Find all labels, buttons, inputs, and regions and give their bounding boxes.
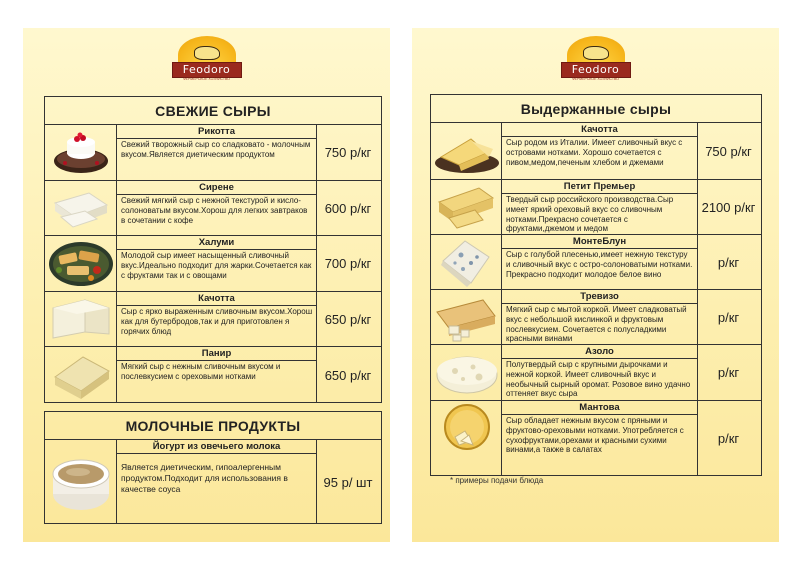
item-price: 2100 р/кг <box>701 199 756 215</box>
item-description-cell <box>502 290 698 344</box>
item-price: р/кг <box>717 309 740 325</box>
item-description: Свежий мягкий сыр с нежной текстурой и кисло-солоноватым вкусом.Хорош для легких завтраков в сочетании с кофе <box>121 196 308 225</box>
item-price: р/кг <box>717 365 740 380</box>
logo-brand-name: Feodoro <box>172 62 242 78</box>
item-price: 750 р/кг <box>324 145 372 160</box>
logo-tagline: ФЕРМЕРСКОЕ ХОЗЯЙСТВО <box>183 77 230 81</box>
item-description-cell <box>117 347 317 403</box>
logo-tagline: ФЕРМЕРСКОЕ ХОЗЯЙСТВО <box>572 77 619 81</box>
item-price: 750 р/кг <box>705 143 752 159</box>
item-description-cell <box>502 180 698 234</box>
caciotta-image <box>45 292 117 346</box>
item-description: Сыр с ярко выраженным сливочным вкусом.Хорош как для бутербродов,так и для приготовлен я горячих блюд <box>121 307 313 336</box>
item-description: Твердый сыр российского производства.Сыр имеет яркий ореховый вкус со сливочным нотками.Прекрасно сочетается с фруктами,джемом и медом <box>506 195 674 234</box>
feodoro-logo <box>172 36 242 88</box>
item-price: 650 р/кг <box>324 367 372 383</box>
treviso-image <box>431 290 502 344</box>
menu-item <box>45 440 381 524</box>
footnote: * примеры подачи блюда <box>450 476 544 485</box>
item-description: Молодой сыр имеет насыщенный сливочный вкус.Идеально подходит для жарки.Сочетается как с фруктами так и с овощами <box>121 251 312 280</box>
item-description-cell <box>502 123 698 179</box>
item-name: Рикотта <box>117 125 316 139</box>
menu-item <box>45 347 381 403</box>
paneer-image <box>45 347 117 403</box>
item-description: Свежий творожный сыр со сладковато - молочным вкусом.Является диетическим продуктом <box>121 140 311 159</box>
item-name: Халуми <box>117 236 316 250</box>
menu-item <box>45 292 381 347</box>
menu-item <box>431 123 761 180</box>
item-description-cell <box>502 235 698 289</box>
item-price: 95 р/ шт <box>323 474 373 490</box>
item-description-cell <box>117 181 317 235</box>
item-description-cell <box>502 345 698 400</box>
asolo-image <box>431 345 502 400</box>
sheep-icon <box>583 46 609 60</box>
menu-item <box>431 235 761 290</box>
item-name: Петит Премьер <box>502 180 697 194</box>
item-description: Мягкий сыр с нежным сливочным вкусом и послевкусием с ореховыми нотками <box>121 362 281 381</box>
feodoro-logo <box>561 36 631 88</box>
section-title: МОЛОЧНЫЕ ПРОДУКТЫ <box>45 412 381 440</box>
item-name: Сирене <box>117 181 316 195</box>
item-description: Сыр с голубой плесенью,имеет нежную текстуру и сливочный вкус с остро-солоноватыми нотками. Прекрасно подходит молодое белое вино <box>506 250 693 279</box>
menu-item <box>431 290 761 345</box>
sheep-icon <box>194 46 220 60</box>
item-price: 700 р/кг <box>324 256 372 271</box>
item-name: Качотта <box>117 292 316 306</box>
section-title: СВЕЖИЕ СЫРЫ <box>45 97 381 125</box>
item-name: МонтеБлун <box>502 235 697 249</box>
dairy-section <box>44 411 382 524</box>
sirene-image <box>45 181 117 235</box>
item-description-cell <box>502 401 698 476</box>
menu-page-left <box>23 28 390 542</box>
item-description-cell <box>117 125 317 180</box>
menu-item <box>431 401 761 476</box>
item-price: р/кг <box>717 431 740 446</box>
item-description-cell <box>117 236 317 291</box>
item-description: Является диетическим, гипоалергенным продуктом.Подходит для использования в качестве соуса <box>121 462 288 494</box>
item-name: Мантова <box>502 401 697 415</box>
logo-brand-name: Feodoro <box>561 62 631 78</box>
fresh-cheeses-section <box>44 96 382 403</box>
item-description: Сыр родом из Италии. Имеет сливочный вкус с островами нотками. Хорошо сочетается с пивом,медом,печеным хлебом и джемами <box>506 138 683 167</box>
item-description-cell <box>117 440 317 524</box>
item-name: Тревизо <box>502 290 697 304</box>
ricotta-image <box>45 125 117 180</box>
item-price: 600 р/кг <box>324 200 372 216</box>
item-description-cell <box>117 292 317 346</box>
item-name: Азоло <box>502 345 697 359</box>
menu-item <box>431 345 761 401</box>
monteblun-image <box>431 235 502 289</box>
menu-item <box>45 181 381 236</box>
aged-cheeses-section <box>430 94 762 476</box>
mantova-image <box>431 401 502 476</box>
caciotta-aged-image <box>431 123 502 179</box>
menu-item <box>45 125 381 181</box>
section-title: Выдержанные сыры <box>431 95 761 123</box>
menu-page-right <box>412 28 779 542</box>
item-description: Полутвердый сыр с крупными дырочками и нежной коркой. Имеет сливочный вкус и необычный сырный оромат. Розовое вино удачно оттеняет вкус сыра <box>506 360 691 399</box>
halloumi-image <box>45 236 117 291</box>
yogurt-image <box>45 440 117 524</box>
item-name: Панир <box>117 347 316 361</box>
petit-premier-image <box>431 180 502 234</box>
item-price: 650 р/кг <box>324 311 372 327</box>
item-price: р/кг <box>717 254 740 270</box>
item-name: Йогурт из овечьего молока <box>117 440 316 454</box>
item-name: Качотта <box>502 123 697 137</box>
item-description: Сыр обладает нежным вкусом с пряными и фруктово-ореховыми нотками. Употребляется с сухофруктами,орехами и красными сухими винами,а также в салатах <box>506 416 684 455</box>
item-description: Мягкий сыр с мытой коркой. Имеет сладковатый вкус с небольшой кислинкой и фруктовым послевкусием. Сочетается с полусладкими красными винами <box>506 305 687 344</box>
menu-item <box>431 180 761 235</box>
menu-item <box>45 236 381 292</box>
